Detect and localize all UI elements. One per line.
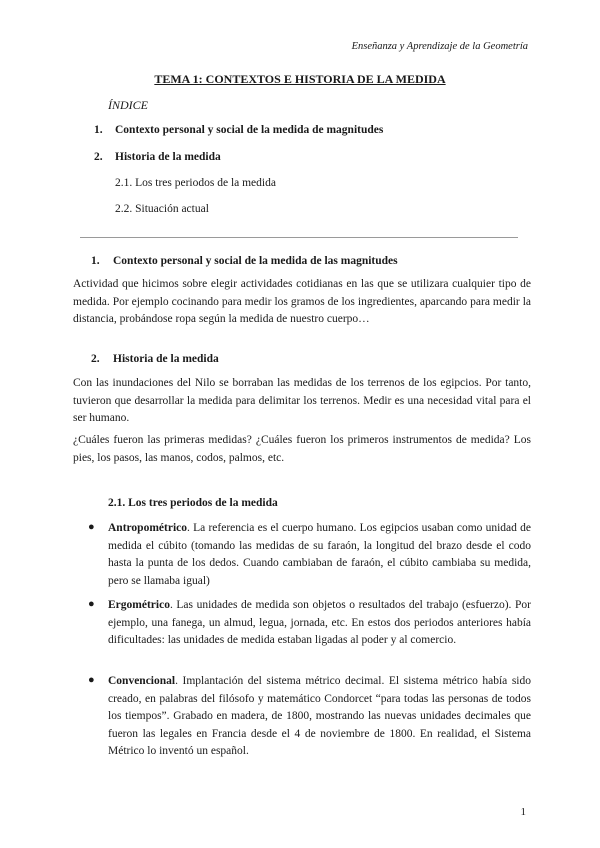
toc-subitem-2-1: 2.1. Los tres periodos de la medida — [115, 177, 276, 189]
bullet-description: . Implantación del sistema métrico decimal. El sistema métrico había sido creado, en palabras del filósofo y matemático Condorcet “para todas las personas de todos los tiempos”. Grabado en madera, de 1800, mostrando las nuevas unidades decimales que fueron las legales en Francia desde el 4 de noviembre de 1800. En realidad, el Sistema Métrico lo inventó un español. — [108, 675, 531, 757]
page-number: 1 — [520, 806, 526, 818]
bullet-description: . La referencia es el cuerpo humano. Los egipcios usaban como unidad de medida el cúbito (tomando las medidas de su faraón, la longitud del brazo desde el codo hasta la punta de los dedos. Cuando cambiaban de faraón, el cúbito cambiaba su medida, pero se llamaba igual) — [108, 522, 531, 587]
bullet-text — [108, 520, 531, 590]
toc-item-2 — [94, 151, 221, 163]
section-2-paragraph-1: Con las inundaciones del Nilo se borraban las medidas de los terrenos de los egipcios. Por tanto, tuvieron que desarrollar la medida para delimitar los terrenos. Medir es una necesidad vital para el ser humano. — [73, 377, 531, 424]
section-number: 2. — [91, 353, 100, 365]
section-divider — [80, 237, 518, 238]
running-header: Enseñanza y Aprendizaje de la Geometría — [351, 41, 528, 52]
section-1-heading — [91, 255, 398, 267]
toc-item-number: 2. — [94, 151, 103, 163]
section-title: Contexto personal y social de la medida de las magnitudes — [113, 255, 398, 267]
bullet-item-convencional — [85, 673, 531, 761]
bullet-text — [108, 597, 531, 650]
toc-item-1 — [94, 124, 383, 136]
bullet-term: Antropométrico — [108, 522, 187, 534]
toc-item-label: Contexto personal y social de la medida de magnitudes — [115, 124, 384, 136]
section-2-heading — [91, 353, 219, 365]
document-title: TEMA 1: CONTEXTOS E HISTORIA DE LA MEDIDA — [154, 72, 446, 86]
toc-item-label: Historia de la medida — [115, 151, 221, 163]
bullet-dot-icon: ● — [88, 521, 95, 533]
section-1-paragraph: Actividad que hicimos sobre elegir actividades cotidianas en las que se utilizara cualquier tipo de medida. Por ejemplo cocinando para medir los gramos de los ingredientes, aparcando para medir la distancia, probándose ropa según la medida de nuestro cuerpo… — [73, 278, 531, 325]
section-title: Historia de la medida — [113, 353, 219, 365]
bullet-item-ergometrico — [85, 597, 531, 650]
section-number: 1. — [91, 255, 100, 267]
bullet-dot-icon: ● — [88, 674, 95, 686]
bullet-term: Convencional — [108, 675, 176, 687]
bullet-description: . Las unidades de medida son objetos o resultados del trabajo (esfuerzo). Por ejemplo, una fanega, un almud, legua, jornada, etc. En estos dos periodos anteriores había dificultades: las unidades de medida estaban ligadas al poder y al comercio. — [108, 599, 531, 646]
bullet-item-antropometrico — [85, 520, 531, 590]
bullet-text — [108, 673, 531, 761]
bullet-dot-icon: ● — [88, 598, 95, 610]
index-label: ÍNDICE — [108, 98, 148, 112]
toc-item-number: 1. — [94, 124, 103, 136]
subsection-2-1-heading: 2.1. Los tres periodos de la medida — [108, 497, 278, 509]
bullet-term: Ergométrico — [108, 599, 170, 611]
toc-subitem-2-2: 2.2. Situación actual — [115, 203, 209, 215]
section-2-paragraph-2: ¿Cuáles fueron las primeras medidas? ¿Cuáles fueron los primeros instrumentos de medida? Los pies, los pasos, las manos, codos, palmos, etc. — [73, 434, 531, 464]
